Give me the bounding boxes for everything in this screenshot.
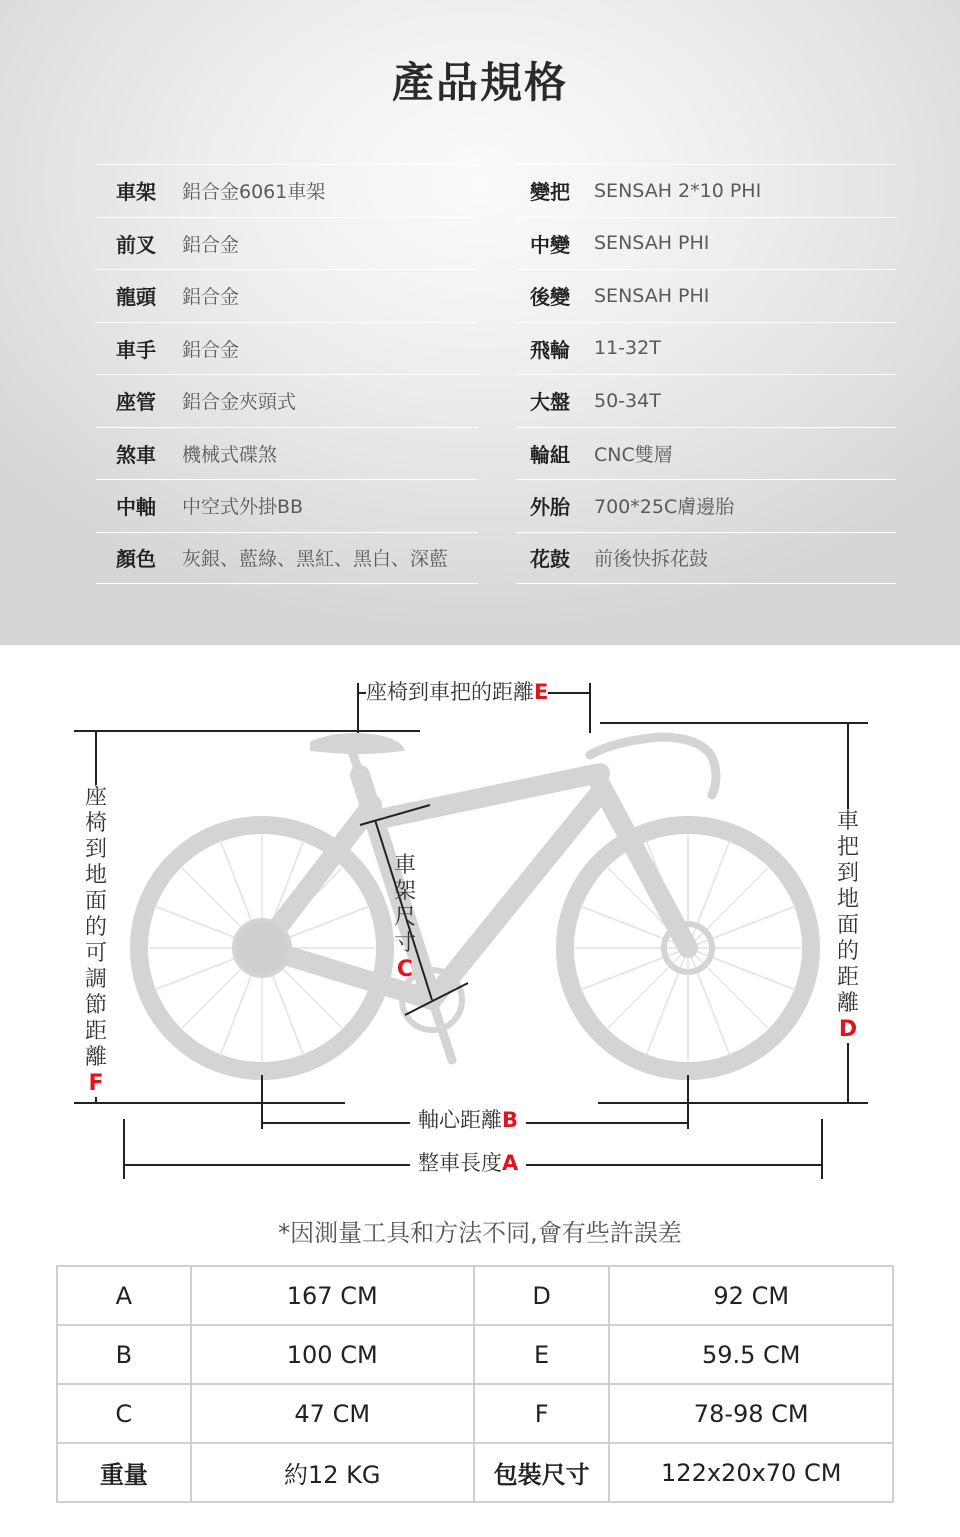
spec-value: 中空式外掛BB — [182, 496, 304, 519]
spec-value: 鋁合金夾頭式 — [182, 391, 297, 414]
spec-value: 11-32T — [594, 337, 661, 360]
table-cell: C — [57, 1384, 191, 1443]
label-b-letter: B — [502, 1108, 519, 1132]
label-d-letter: D — [838, 1017, 858, 1042]
label-c-text: 車架尺寸 — [393, 853, 416, 956]
label-c — [392, 853, 418, 983]
table-cell: 92 CM — [609, 1266, 893, 1325]
table-cell: 包裝尺寸 — [474, 1443, 610, 1502]
table-row — [57, 1266, 893, 1325]
spec-key: 中變 — [530, 232, 570, 257]
spec-row — [516, 322, 896, 375]
spec-row — [96, 479, 478, 532]
spec-key: 大盤 — [530, 390, 570, 415]
spec-value: SENSAH PHI — [594, 232, 710, 255]
label-e-text: 座椅到車把的距離 — [366, 680, 534, 704]
table-cell: B — [57, 1325, 191, 1384]
spec-value: 鋁合金6061車架 — [182, 181, 326, 204]
spec-key: 煞車 — [116, 442, 156, 467]
spec-row — [516, 269, 896, 322]
spec-key: 中軸 — [116, 495, 156, 520]
spec-key: 車架 — [116, 180, 156, 205]
spec-row — [96, 269, 478, 322]
table-row — [57, 1384, 893, 1443]
dimension-lines — [74, 683, 868, 1179]
label-a — [410, 1150, 526, 1176]
table-cell: F — [474, 1384, 610, 1443]
spec-row — [516, 427, 896, 480]
spec-key: 車手 — [116, 337, 156, 362]
spec-key: 飛輪 — [530, 337, 570, 362]
label-f-text: 座椅到地面的可調節距離 — [84, 785, 107, 1070]
label-a-text: 整車長度 — [418, 1151, 502, 1175]
spec-value: 機械式碟煞 — [182, 443, 278, 466]
spec-value: 鋁合金 — [182, 233, 240, 256]
label-e — [366, 679, 548, 705]
table-cell: 122x20x70 CM — [609, 1443, 893, 1502]
spec-key: 顏色 — [116, 547, 156, 572]
label-b-text: 軸心距離 — [418, 1108, 502, 1132]
spec-value: 50-34T — [594, 389, 661, 412]
table-row — [57, 1443, 893, 1502]
spec-value: SENSAH 2*10 PHI — [594, 179, 762, 202]
spec-key: 外胎 — [530, 495, 570, 520]
spec-row — [96, 427, 478, 480]
spec-row — [516, 217, 896, 270]
table-cell: A — [57, 1266, 191, 1325]
label-d-text: 車把到地面的距離 — [836, 809, 859, 1016]
spec-key: 前叉 — [116, 232, 156, 257]
table-cell: D — [474, 1266, 610, 1325]
spec-row — [96, 164, 478, 217]
label-d — [835, 809, 861, 1043]
spec-value: CNC雙層 — [594, 443, 673, 466]
spec-title: 產品規格 — [391, 58, 568, 107]
spec-row — [96, 374, 478, 427]
table-cell: 47 CM — [191, 1384, 474, 1443]
size-table — [56, 1265, 894, 1503]
spec-value: 鋁合金 — [182, 286, 240, 309]
geometry-diagram — [0, 645, 960, 1205]
frame-icon — [262, 773, 688, 1000]
saddle-icon — [312, 735, 402, 752]
spec-key: 變把 — [530, 180, 570, 205]
spec-row — [516, 479, 896, 532]
spec-value: 700*25C膚邊胎 — [594, 496, 735, 519]
table-row — [57, 1325, 893, 1384]
table-cell: 重量 — [57, 1443, 191, 1502]
spec-value: 鋁合金 — [182, 338, 240, 361]
table-cell: 約12 KG — [191, 1443, 474, 1502]
label-e-letter: E — [534, 680, 549, 704]
spec-key: 龍頭 — [116, 285, 156, 310]
spec-key: 輪組 — [530, 442, 570, 467]
label-b — [410, 1107, 526, 1133]
spec-row — [96, 322, 478, 375]
label-f-letter: F — [88, 1071, 104, 1096]
spec-value: 前後快拆花鼓 — [594, 548, 709, 571]
spec-value: 灰銀、藍綠、黑紅、黑白、深藍 — [182, 548, 449, 571]
spec-key: 座管 — [116, 390, 156, 415]
spec-row — [96, 217, 478, 270]
spec-value: SENSAH PHI — [594, 284, 710, 307]
table-cell: 167 CM — [191, 1266, 474, 1325]
spec-row — [516, 164, 896, 217]
spec-list-left — [96, 164, 478, 584]
table-cell: 59.5 CM — [609, 1325, 893, 1384]
label-c-letter: C — [396, 957, 414, 982]
cassette-icon — [234, 920, 290, 976]
label-f — [83, 785, 109, 1097]
table-cell: E — [474, 1325, 610, 1384]
table-cell: 100 CM — [191, 1325, 474, 1384]
spec-row — [96, 532, 478, 585]
spec-key: 花鼓 — [530, 547, 570, 572]
measurement-note: *因測量工具和方法不同,會有些許誤差 — [278, 1219, 682, 1247]
spec-key: 後變 — [530, 285, 570, 310]
spec-section — [0, 0, 960, 645]
spec-row — [516, 532, 896, 585]
spec-list-right — [516, 164, 896, 584]
table-cell: 78-98 CM — [609, 1384, 893, 1443]
label-a-letter: A — [502, 1151, 519, 1175]
spec-row — [516, 374, 896, 427]
